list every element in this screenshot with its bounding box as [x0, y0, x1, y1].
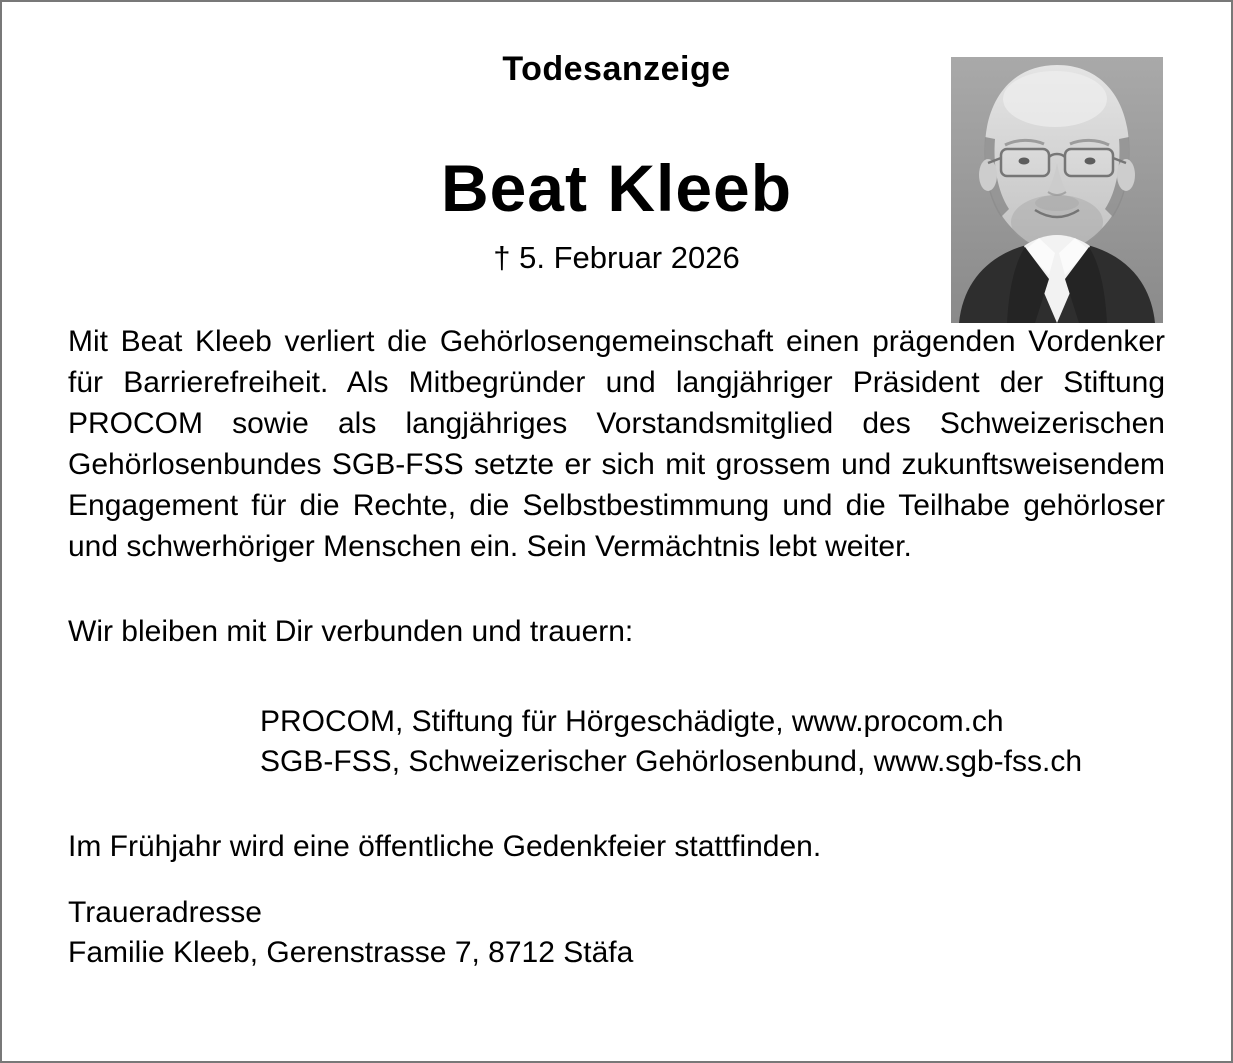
mourners-list: [260, 702, 1165, 782]
obituary-paragraph: Mit Beat Kleeb verliert die Gehörlosengemeinschaft einen prägenden Vordenker für Barrierefreiheit. Als Mitbegründer und langjähriger Präsident der Stiftung PROCOM sowie als langjähriges Vorstandsmitglied des Schweizerischen Gehörlosenbundes SGB-FSS setzte er sich mit grossem und zukunftsweisendem Engagement für die Rechte, die Selbstbestimmung und die Teilhabe gehörloser und schwerhöriger Menschen ein. Sein Vermächtnis lebt weiter.: [68, 325, 1165, 563]
mourner-sgb-fss: SGB-FSS, Schweizerischer Gehörlosenbund, www.sgb-fss.ch: [260, 745, 1082, 778]
mourner-procom: PROCOM, Stiftung für Hörgeschädigte, www.procom.ch: [260, 705, 1004, 738]
notice-kicker: Todesanzeige: [502, 50, 731, 88]
mourning-address-label: Traueradresse: [68, 896, 262, 929]
mourning-address: Familie Kleeb, Gerenstrasse 7, 8712 Stäfa: [68, 936, 634, 969]
mourning-address-block: [68, 893, 1165, 973]
memorial-announcement: Im Frühjahr wird eine öffentliche Gedenkfeier stattfinden.: [68, 830, 822, 863]
portrait-photo: [951, 57, 1163, 323]
mourning-intro: Wir bleiben mit Dir verbunden und trauern:: [68, 615, 634, 648]
death-date: † 5. Februar 2026: [493, 240, 740, 275]
deceased-name: Beat Kleeb: [440, 151, 793, 225]
